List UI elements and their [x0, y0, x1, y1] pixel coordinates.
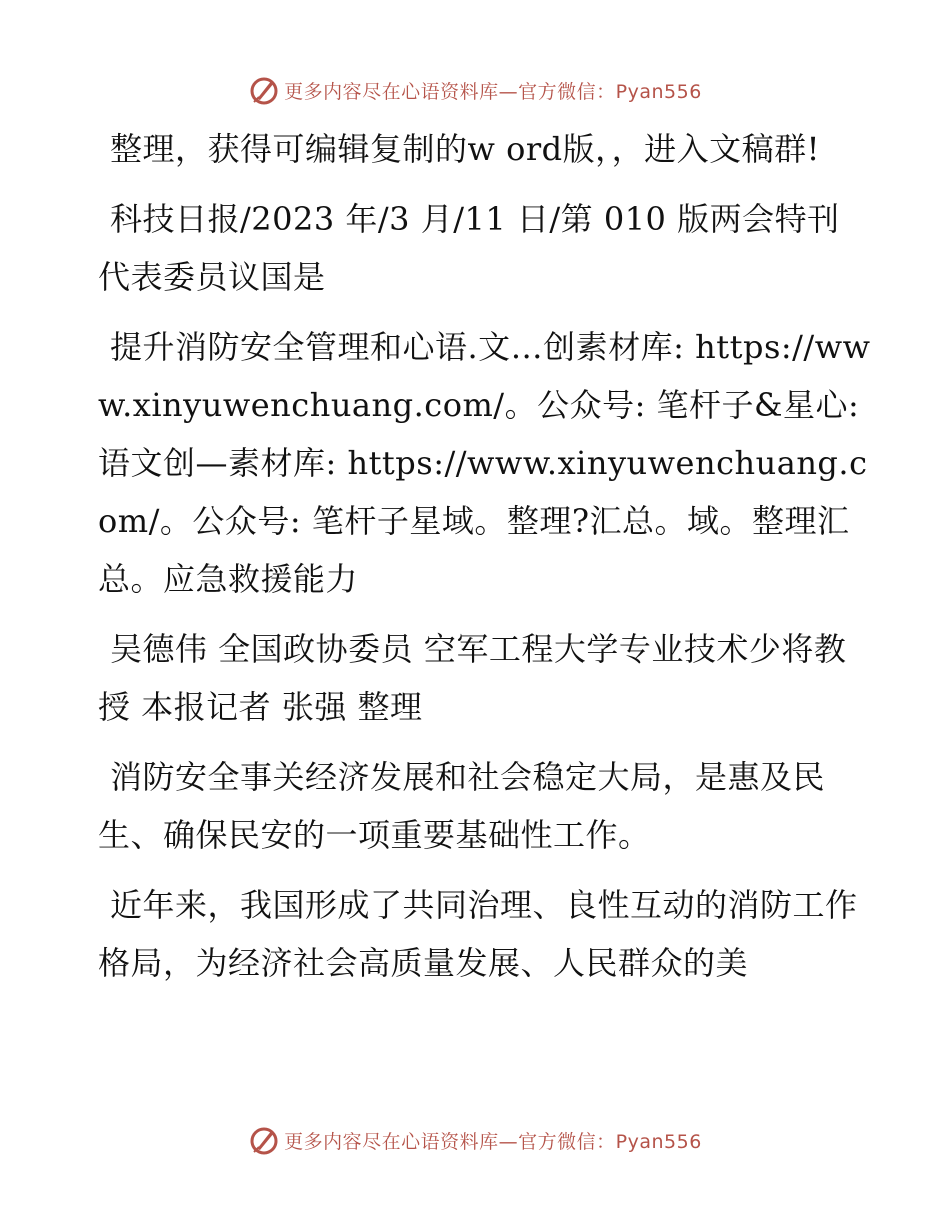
banner-text: 更多内容尽在心语资料库—官方微信：Pyan556	[284, 80, 702, 103]
paragraph-4: 吴德伟 全国政协委员 空军工程大学专业技术少将教授 本报记者 张强 整理	[98, 630, 847, 726]
quill-logo-icon	[248, 1124, 280, 1156]
paragraph-5: 消防安全事关经济发展和社会稳定大局，是惠及民生、确保民安的一项重要基础性工作。	[98, 758, 826, 854]
paragraph-2: 科技日报/2023 年/3 月/11 日/第 010 版两会特刊 代表委员议国是	[98, 200, 840, 296]
paragraph-3: 提升消防安全管理和心语.文…创素材库: https://www.xinyuwenchuang.com/。公众号: 笔杆子&星心:语文创—素材库: https://www.xinyuwenchuang.com/。公众号: 笔杆子星域。整理?汇总。域。整理汇总。应急救援能力	[98, 328, 871, 598]
header-banner	[0, 70, 950, 110]
quill-logo-icon	[248, 74, 280, 106]
document-body	[98, 120, 878, 1004]
paragraph-1: 整理，获得可编辑复制的w ord版，，进入文稿群!	[110, 130, 820, 168]
footer-banner	[0, 1120, 950, 1160]
banner-text: 更多内容尽在心语资料库—官方微信：Pyan556	[284, 1130, 702, 1153]
paragraph-6: 近年来，我国形成了共同治理、良性互动的消防工作格局，为经济社会高质量发展、人民群众的美	[98, 886, 858, 982]
